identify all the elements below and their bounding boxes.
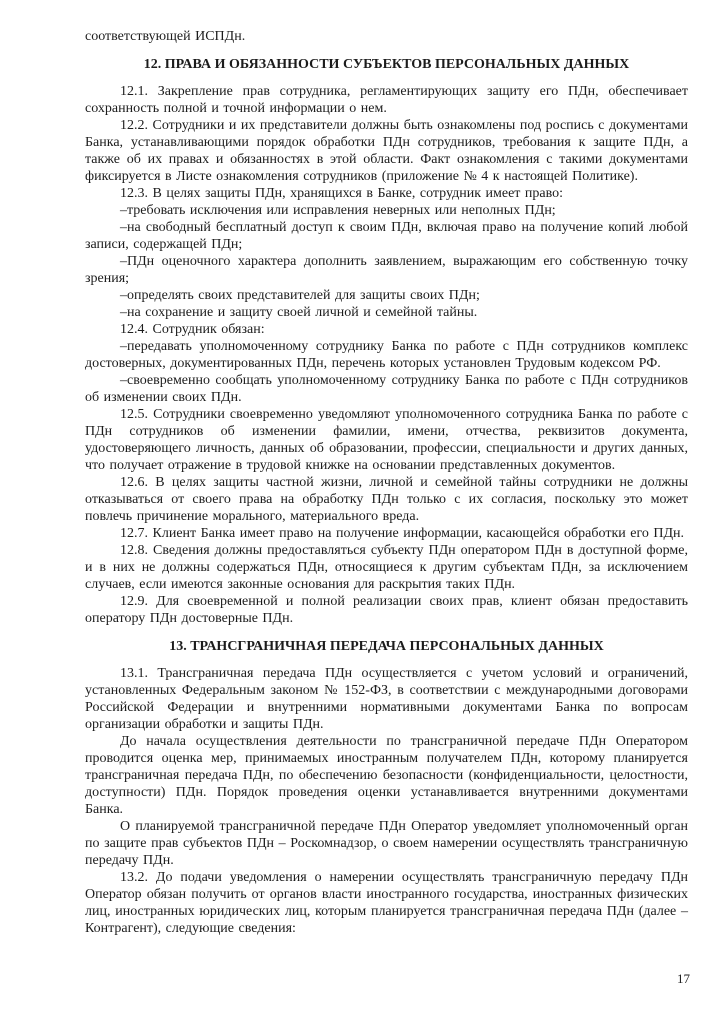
list-item: –на свободный бесплатный доступ к своим ПДн, включая право на получение копий любой записи, содержащей ПДн; [85,220,688,252]
paragraph: 12.8. Сведения должны предоставляться субъекту ПДн оператором ПДн в доступной форме, и в них не должны содержаться ПДн, относящиеся к другим субъектам ПДн, за исключением случаев, если имеются законные основания для раскрытия таких ПДн. [85,543,688,592]
paragraph: 12.3. В целях защиты ПДн, хранящихся в Банке, сотрудник имеет право: [120,186,564,201]
list-item: –на сохранение и защиту своей личной и семейной тайны. [120,305,478,320]
paragraph: 13.1. Трансграничная передача ПДн осуществляется с учетом условий и ограничений, установленных Федеральным законом № 152-ФЗ, в соответствии с международными договорами Российской Федерации и внутренними нормативными документами Банка по вопросам организации обработки и защиты ПДн. [85,666,688,732]
paragraph: 12.1. Закрепление прав сотрудника, регламентирующих защиту его ПДн, обеспечивает сохранность полной и точной информации о нем. [85,84,688,116]
list-item: –передавать уполномоченному сотруднику Банка по работе с ПДн сотрудников комплекс достоверных, документированных ПДн, перечень которых установлен Трудовым кодексом РФ. [85,339,688,371]
list-item: –требовать исключения или исправления неверных или неполных ПДн; [120,203,556,218]
page-number: 17 [677,971,690,986]
list-item: –своевременно сообщать уполномоченному сотруднику Банка по работе с ПДн сотрудников об изменении своих ПДн. [85,373,688,405]
paragraph: 12.4. Сотрудник обязан: [120,322,265,337]
paragraph: 13.2. До подачи уведомления о намерении осуществлять трансграничную передачу ПДн Оператор обязан получить от органов власти иностранного государства, иностранных физических лиц, иностранных юридических лиц, которым планируется трансграничная передача ПДн (далее – Контрагент), следующие сведения: [85,870,688,936]
section-heading: 13. ТРАНСГРАНИЧНАЯ ПЕРЕДАЧА ПЕРСОНАЛЬНЫХ ДАННЫХ [169,639,604,654]
list-item: –ПДн оценочного характера дополнить заявлением, выражающим его собственную точку зрения; [85,254,688,286]
paragraph: 12.7. Клиент Банка имеет право на получение информации, касающейся обработки его ПДн. [120,526,685,541]
list-item: –определять своих представителей для защиты своих ПДн; [120,288,480,303]
section-heading: 12. ПРАВА И ОБЯЗАННОСТИ СУБЪЕКТОВ ПЕРСОНАЛЬНЫХ ДАННЫХ [143,57,630,72]
document-body [85,28,688,937]
paragraph: 12.9. Для своевременной и полной реализации своих прав, клиент обязан предоставить оператору ПДн достоверные ПДн. [85,594,688,626]
paragraph: 12.2. Сотрудники и их представители должны быть ознакомлены под роспись с документами Банка, устанавливающими порядок обработки ПДн сотрудников, требования к защите ПДн, а также об их правах и обязанностях в этой области. Факт ознакомления с такими документами фиксируется в Листе ознакомления сотрудников (приложение № 4 к настоящей Политике). [85,118,688,184]
paragraph: До начала осуществления деятельности по трансграничной передаче ПДн Оператором проводится оценка мер, принимаемых иностранным получателем ПДн, которому планируется трансграничная передача ПДн, по обеспечению безопасности (конфиденциальности, целостности, доступности) ПДн. Порядок проведения оценки устанавливается внутренними документами Банка. [85,734,688,817]
paragraph: О планируемой трансграничной передаче ПДн Оператор уведомляет уполномоченный орган по защите прав субъектов ПДн – Роскомнадзор, о своем намерении осуществлять трансграничную передачу ПДн. [85,819,688,868]
paragraph-continuation: соответствующей ИСПДн. [85,29,246,44]
paragraph: 12.6. В целях защиты частной жизни, личной и семейной тайны сотрудники не должны отказываться от своего права на обработку ПДн только с их согласия, поскольку это может повлечь причинение морального, материального вреда. [85,475,688,524]
paragraph: 12.5. Сотрудники своевременно уведомляют уполномоченного сотрудника Банка по работе с ПДн сотрудников об изменении фамилии, имени, отчества, реквизитов документа, удостоверяющего личность, данных об образовании, профессии, специальности и других данных, что получает отражение в трудовой книжке на основании представленных документов. [85,407,688,473]
